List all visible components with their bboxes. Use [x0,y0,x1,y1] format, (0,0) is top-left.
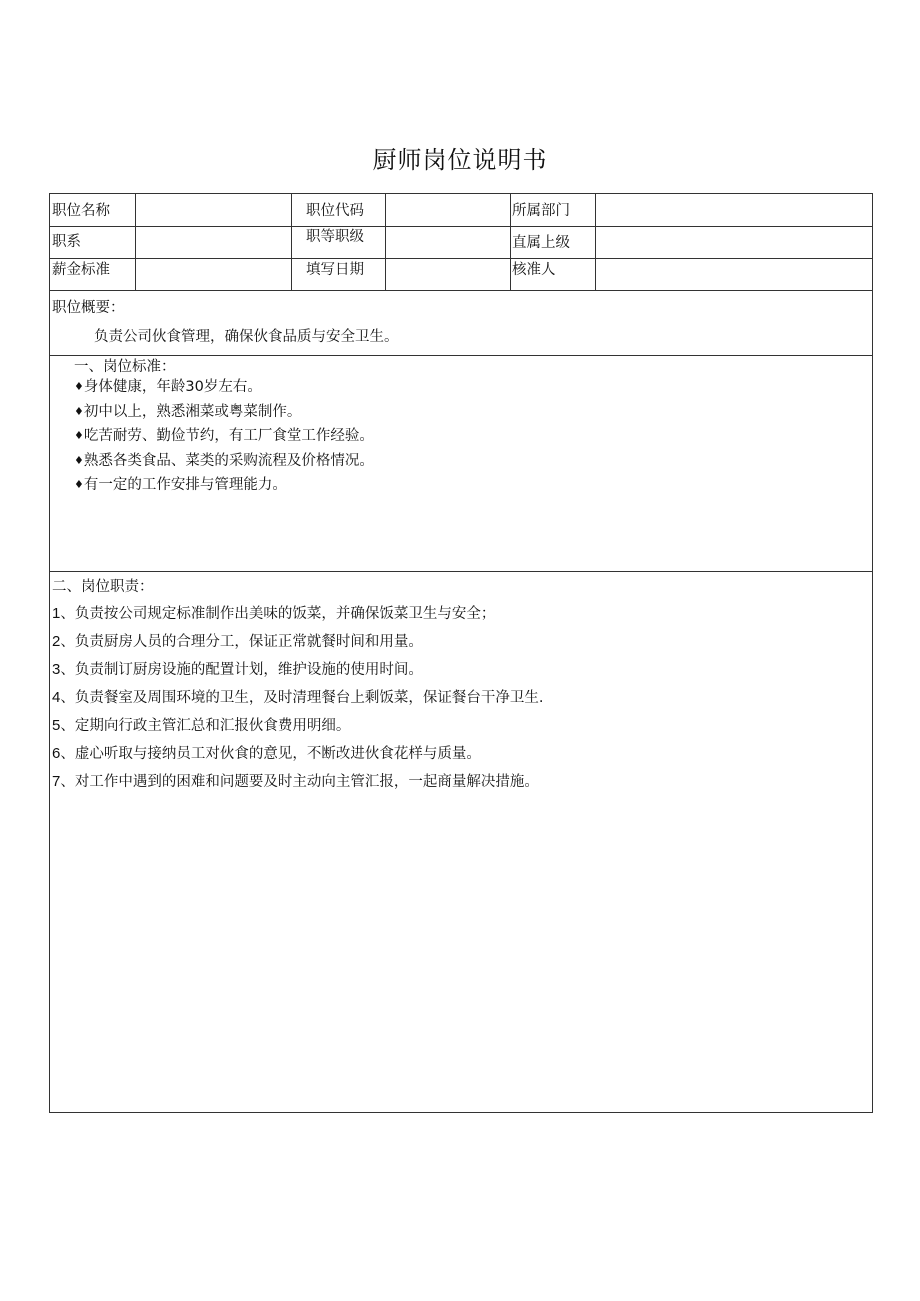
job-name-field[interactable] [142,194,290,225]
list-item: 7、对工作中遇到的困难和问题要及时主动向主管汇报，一起商量解决措施。 [52,773,539,790]
section-divider [50,571,872,572]
salary-label: 薪金标准 [52,262,110,278]
page-title: 厨师岗位说明书 [372,146,548,174]
supervisor-label: 直属上级 [512,235,570,251]
row-divider [50,290,872,291]
salary-field[interactable] [142,259,290,290]
list-item: 1、负责按公司规定标准制作出美味的饭菜，并确保饭菜卫生与安全； [52,605,496,622]
column-divider [291,194,292,290]
column-divider [595,194,596,290]
job-series-label: 职系 [52,234,81,250]
list-item: ♦熟悉各类食品、菜类的采购流程及价格情况。 [74,452,374,469]
list-item: 4、负责餐室及周围环境的卫生，及时清理餐台上剩饭菜，保证餐台干净卫生. [52,689,544,706]
job-grade-field[interactable] [390,227,508,258]
job-series-field[interactable] [142,227,290,258]
diamond-bullet-icon: ♦ [74,478,84,492]
overview-text: 负责公司伙食管理，确保伙食品质与安全卫生。 [94,329,399,345]
job-code-label: 职位代码 [306,203,364,219]
job-name-label: 职位名称 [52,203,110,219]
approver-field[interactable] [600,259,870,290]
fill-date-label: 填写日期 [306,262,364,278]
standards-heading: 一、岗位标准： [74,359,176,375]
column-divider [510,194,511,290]
section-divider [50,355,872,356]
duties-list [52,605,543,801]
department-label: 所属部门 [512,203,570,219]
column-divider [135,194,136,290]
job-code-field[interactable] [390,194,508,225]
approver-label: 核准人 [512,262,556,278]
job-grade-label: 职等职级 [306,229,364,245]
list-item: ♦初中以上，熟悉湘菜或粤菜制作。 [74,403,302,420]
overview-heading: 职位概要： [52,300,125,316]
duties-heading: 二、岗位职责： [52,579,154,595]
list-item: ♦身体健康，年龄30岁左右。 [74,379,262,395]
list-item: ♦吃苦耐劳、勤俭节约，有工厂食堂工作经验。 [74,428,374,445]
standards-list [74,378,374,501]
list-item: 2、负责厨房人员的合理分工，保证正常就餐时间和用量。 [52,633,423,650]
department-field[interactable] [600,194,870,225]
list-item: 3、负责制订厨房设施的配置计划，维护设施的使用时间。 [52,661,423,678]
diamond-bullet-icon: ♦ [74,404,84,418]
fill-date-field[interactable] [390,259,508,290]
job-description-form [49,193,873,1113]
supervisor-field[interactable] [600,227,870,258]
list-item: 6、虚心听取与接纳员工对伙食的意见，不断改进伙食花样与质量。 [52,745,481,762]
list-item: 5、定期向行政主管汇总和汇报伙食费用明细。 [52,717,351,734]
diamond-bullet-icon: ♦ [74,429,84,443]
list-item: ♦有一定的工作安排与管理能力。 [74,477,287,494]
diamond-bullet-icon: ♦ [74,453,84,467]
diamond-bullet-icon: ♦ [74,380,84,393]
column-divider [385,194,386,290]
